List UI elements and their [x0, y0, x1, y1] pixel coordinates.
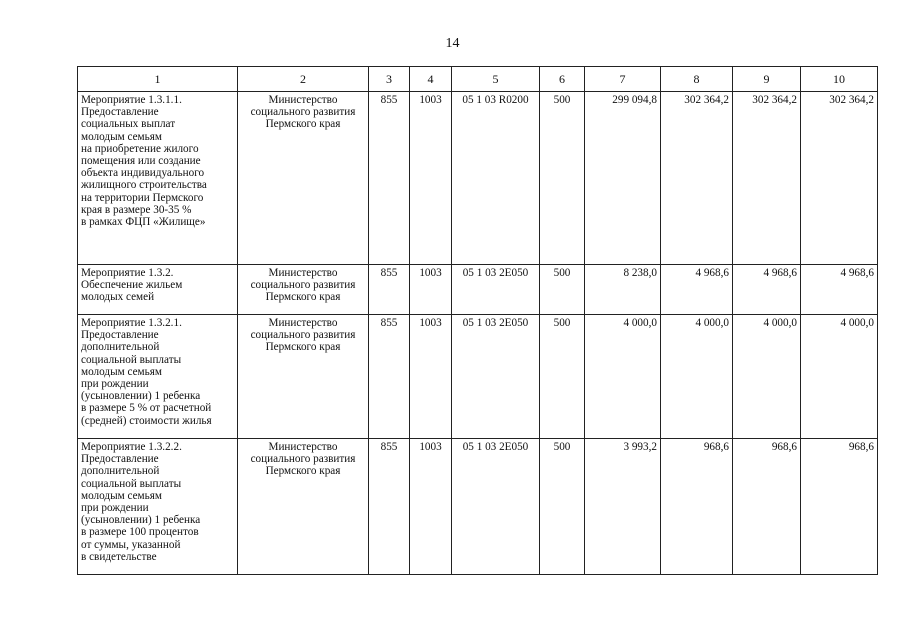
measure-line: дополнительной	[81, 465, 160, 478]
executor-line: Пермского края	[265, 118, 341, 131]
target-code-cell: 05 1 03 2E050	[452, 265, 540, 315]
measure-line: Мероприятие 1.3.2.1.	[81, 317, 182, 329]
col-header-4: 4	[410, 67, 452, 92]
header-row	[78, 67, 878, 92]
expense-type-cell: 500	[540, 92, 585, 265]
ministry-code-cell: 855	[369, 315, 410, 439]
measure-line: (средней) стоимости жилья	[81, 414, 212, 427]
measure-cell	[78, 439, 238, 575]
measure-line: молодых семей	[81, 291, 155, 304]
target-code-cell: 05 1 03 2E050	[452, 315, 540, 439]
measure-line: на приобретение жилого	[81, 142, 199, 155]
section-code-cell: 1003	[410, 439, 452, 575]
executor-line: Министерство	[268, 441, 338, 453]
executor-cell	[238, 92, 369, 265]
executor-line: Пермского края	[265, 341, 341, 354]
measure-line: дополнительной	[81, 341, 160, 354]
amount-cell-9: 4 968,6	[733, 265, 801, 315]
table-row	[78, 439, 878, 575]
section-code-cell: 1003	[410, 92, 452, 265]
amount-cell-8: 4 968,6	[661, 265, 733, 315]
col-header-8: 8	[661, 67, 733, 92]
table-row	[78, 265, 878, 315]
measure-line: социальной выплаты	[81, 353, 182, 366]
measure-line: молодым семьям	[81, 365, 162, 378]
measure-line: социальной выплаты	[81, 477, 182, 490]
col-header-10: 10	[801, 67, 878, 92]
measure-line: Предоставление	[81, 453, 159, 466]
measure-line: Мероприятие 1.3.2.	[81, 267, 174, 279]
executor-line: Пермского края	[265, 465, 341, 478]
measure-line: Предоставление	[81, 106, 159, 119]
amount-cell-7: 299 094,8	[585, 92, 661, 265]
measure-line: Мероприятие 1.3.1.1.	[81, 94, 182, 106]
measure-line: края в размере 30-35 %	[81, 203, 192, 216]
amount-cell-8: 968,6	[661, 439, 733, 575]
measure-line: в свидетельстве	[81, 550, 157, 563]
amount-cell-10: 4 000,0	[801, 315, 878, 439]
executor-line: Министерство	[268, 94, 338, 106]
table-row	[78, 92, 878, 265]
measure-cell	[78, 315, 238, 439]
executor-line: социального развития	[250, 453, 356, 466]
executor-line: Пермского края	[265, 291, 341, 304]
amount-cell-10: 4 968,6	[801, 265, 878, 315]
measure-line: объекта индивидуального	[81, 167, 205, 180]
amount-cell-9: 968,6	[733, 439, 801, 575]
measure-line: молодым семьям	[81, 130, 162, 143]
executor-line: социального развития	[250, 106, 356, 119]
measure-line: социальных выплат	[81, 118, 176, 131]
measure-line: в размере 100 процентов	[81, 526, 199, 539]
amount-cell-8: 4 000,0	[661, 315, 733, 439]
amount-cell-7: 4 000,0	[585, 315, 661, 439]
executor-cell	[238, 315, 369, 439]
measure-line: молодым семьям	[81, 489, 162, 502]
measure-cell	[78, 92, 238, 265]
amount-cell-7: 8 238,0	[585, 265, 661, 315]
col-header-7: 7	[585, 67, 661, 92]
amount-cell-7: 3 993,2	[585, 439, 661, 575]
measure-cell	[78, 265, 238, 315]
executor-line: Министерство	[268, 317, 338, 329]
amount-cell-9: 4 000,0	[733, 315, 801, 439]
measure-line: Мероприятие 1.3.2.2.	[81, 441, 182, 453]
ministry-code-cell: 855	[369, 439, 410, 575]
executor-cell	[238, 439, 369, 575]
target-code-cell: 05 1 03 2E050	[452, 439, 540, 575]
executor-line: социального развития	[250, 279, 356, 292]
col-header-2: 2	[238, 67, 369, 92]
expense-type-cell: 500	[540, 439, 585, 575]
executor-cell	[238, 265, 369, 315]
measure-line: при рождении	[81, 502, 149, 515]
measure-line: (усыновлении) 1 ребенка	[81, 514, 201, 527]
target-code-cell: 05 1 03 R0200	[452, 92, 540, 265]
measure-line: Обеспечение жильем	[81, 279, 183, 292]
amount-cell-10: 968,6	[801, 439, 878, 575]
col-header-9: 9	[733, 67, 801, 92]
expense-type-cell: 500	[540, 265, 585, 315]
measure-line: от суммы, указанной	[81, 538, 181, 551]
measure-line: Предоставление	[81, 329, 159, 342]
amount-cell-8: 302 364,2	[661, 92, 733, 265]
section-code-cell: 1003	[410, 315, 452, 439]
executor-line: социального развития	[250, 329, 356, 342]
col-header-3: 3	[369, 67, 410, 92]
budget-table	[77, 66, 878, 575]
measure-line: жилищного строительства	[81, 179, 207, 192]
measure-line: помещения или создание	[81, 155, 201, 168]
expense-type-cell: 500	[540, 315, 585, 439]
table-row	[78, 315, 878, 439]
amount-cell-10: 302 364,2	[801, 92, 878, 265]
col-header-6: 6	[540, 67, 585, 92]
col-header-5: 5	[452, 67, 540, 92]
ministry-code-cell: 855	[369, 92, 410, 265]
col-header-1: 1	[78, 67, 238, 92]
measure-line: при рождении	[81, 378, 149, 391]
amount-cell-9: 302 364,2	[733, 92, 801, 265]
executor-line: Министерство	[268, 267, 338, 279]
measure-line: в размере 5 % от расчетной	[81, 402, 212, 415]
measure-line: (усыновлении) 1 ребенка	[81, 390, 201, 403]
section-code-cell: 1003	[410, 265, 452, 315]
measure-line: на территории Пермского	[81, 191, 204, 204]
ministry-code-cell: 855	[369, 265, 410, 315]
measure-line: в рамках ФЦП «Жилище»	[81, 216, 206, 229]
page-number: 14	[445, 36, 460, 51]
